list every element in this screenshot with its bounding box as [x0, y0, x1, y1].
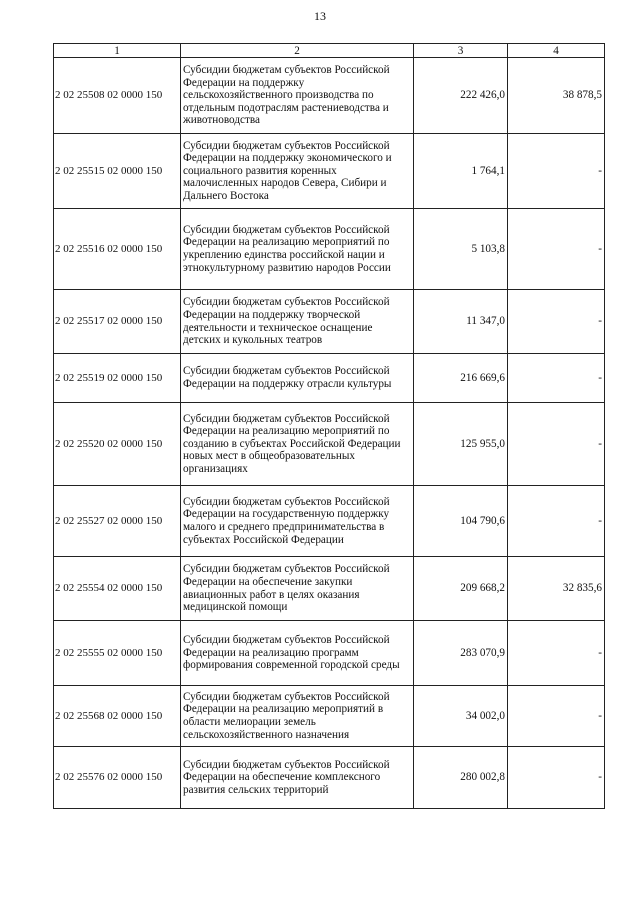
description: Субсидии бюджетам субъектов Российской Федерации на реализацию мероприятий в области мелиорации земель сельскохозяйственного назначения — [181, 686, 414, 747]
table-row — [54, 747, 605, 809]
description: Субсидии бюджетам субъектов Российской Федерации на государственную поддержку малого и среднего предпринимательства в субъектах Российской Федерации — [181, 486, 414, 557]
description: Субсидии бюджетам субъектов Российской Федерации на поддержку сельскохозяйственного производства по отдельным подотраслям растениеводства и животноводства — [181, 58, 414, 134]
table-row — [54, 621, 605, 686]
column-header-4: 4 — [508, 44, 605, 58]
value-column-3: 5 103,8 — [414, 209, 508, 290]
budget-code: 2 02 25555 02 0000 150 — [54, 621, 181, 686]
budget-code: 2 02 25519 02 0000 150 — [54, 354, 181, 403]
value-column-4: - — [508, 747, 605, 809]
description: Субсидии бюджетам субъектов Российской Федерации на поддержку творческой деятельности и техническое оснащение детских и кукольных театров — [181, 290, 414, 354]
value-column-4: - — [508, 403, 605, 486]
budget-code: 2 02 25576 02 0000 150 — [54, 747, 181, 809]
value-column-3: 280 002,8 — [414, 747, 508, 809]
column-header-1: 1 — [54, 44, 181, 58]
value-column-3: 34 002,0 — [414, 686, 508, 747]
table-header-row — [54, 44, 605, 58]
value-column-4: - — [508, 290, 605, 354]
budget-code: 2 02 25527 02 0000 150 — [54, 486, 181, 557]
budget-table — [53, 43, 605, 809]
value-column-3: 222 426,0 — [414, 58, 508, 134]
value-column-4: - — [508, 486, 605, 557]
value-column-4: - — [508, 686, 605, 747]
table-row — [54, 134, 605, 209]
value-column-3: 283 070,9 — [414, 621, 508, 686]
budget-code: 2 02 25568 02 0000 150 — [54, 686, 181, 747]
value-column-4: - — [508, 354, 605, 403]
table-row — [54, 486, 605, 557]
budget-code: 2 02 25520 02 0000 150 — [54, 403, 181, 486]
budget-code: 2 02 25508 02 0000 150 — [54, 58, 181, 134]
value-column-3: 1 764,1 — [414, 134, 508, 209]
description: Субсидии бюджетам субъектов Российской Федерации на обеспечение комплексного развития сельских территорий — [181, 747, 414, 809]
table-row — [54, 290, 605, 354]
column-header-2: 2 — [181, 44, 414, 58]
page-number: 13 — [314, 9, 326, 23]
budget-code: 2 02 25554 02 0000 150 — [54, 557, 181, 621]
budget-code: 2 02 25515 02 0000 150 — [54, 134, 181, 209]
value-column-4: - — [508, 209, 605, 290]
value-column-3: 209 668,2 — [414, 557, 508, 621]
value-column-4: - — [508, 134, 605, 209]
table-row — [54, 354, 605, 403]
description: Субсидии бюджетам субъектов Российской Федерации на поддержку отрасли культуры — [181, 354, 414, 403]
description: Субсидии бюджетам субъектов Российской Федерации на поддержку экономического и социального развития коренных малочисленных народов Севера, Сибири и Дальнего Востока — [181, 134, 414, 209]
table-row — [54, 58, 605, 134]
table-row — [54, 686, 605, 747]
budget-code: 2 02 25516 02 0000 150 — [54, 209, 181, 290]
column-header-3: 3 — [414, 44, 508, 58]
description: Субсидии бюджетам субъектов Российской Федерации на реализацию мероприятий по созданию в субъектах Российской Федерации новых мест в общеобразовательных организациях — [181, 403, 414, 486]
value-column-4: 38 878,5 — [508, 58, 605, 134]
table-row — [54, 209, 605, 290]
value-column-4: - — [508, 621, 605, 686]
budget-code: 2 02 25517 02 0000 150 — [54, 290, 181, 354]
table-row — [54, 557, 605, 621]
table-row — [54, 403, 605, 486]
value-column-4: 32 835,6 — [508, 557, 605, 621]
description: Субсидии бюджетам субъектов Российской Федерации на обеспечение закупки авиационных работ в целях оказания медицинской помощи — [181, 557, 414, 621]
value-column-3: 104 790,6 — [414, 486, 508, 557]
value-column-3: 216 669,6 — [414, 354, 508, 403]
description: Субсидии бюджетам субъектов Российской Федерации на реализацию программ формирования современной городской среды — [181, 621, 414, 686]
value-column-3: 125 955,0 — [414, 403, 508, 486]
value-column-3: 11 347,0 — [414, 290, 508, 354]
description: Субсидии бюджетам субъектов Российской Федерации на реализацию мероприятий по укреплению единства российской нации и этнокультурному развитию народов России — [181, 209, 414, 290]
